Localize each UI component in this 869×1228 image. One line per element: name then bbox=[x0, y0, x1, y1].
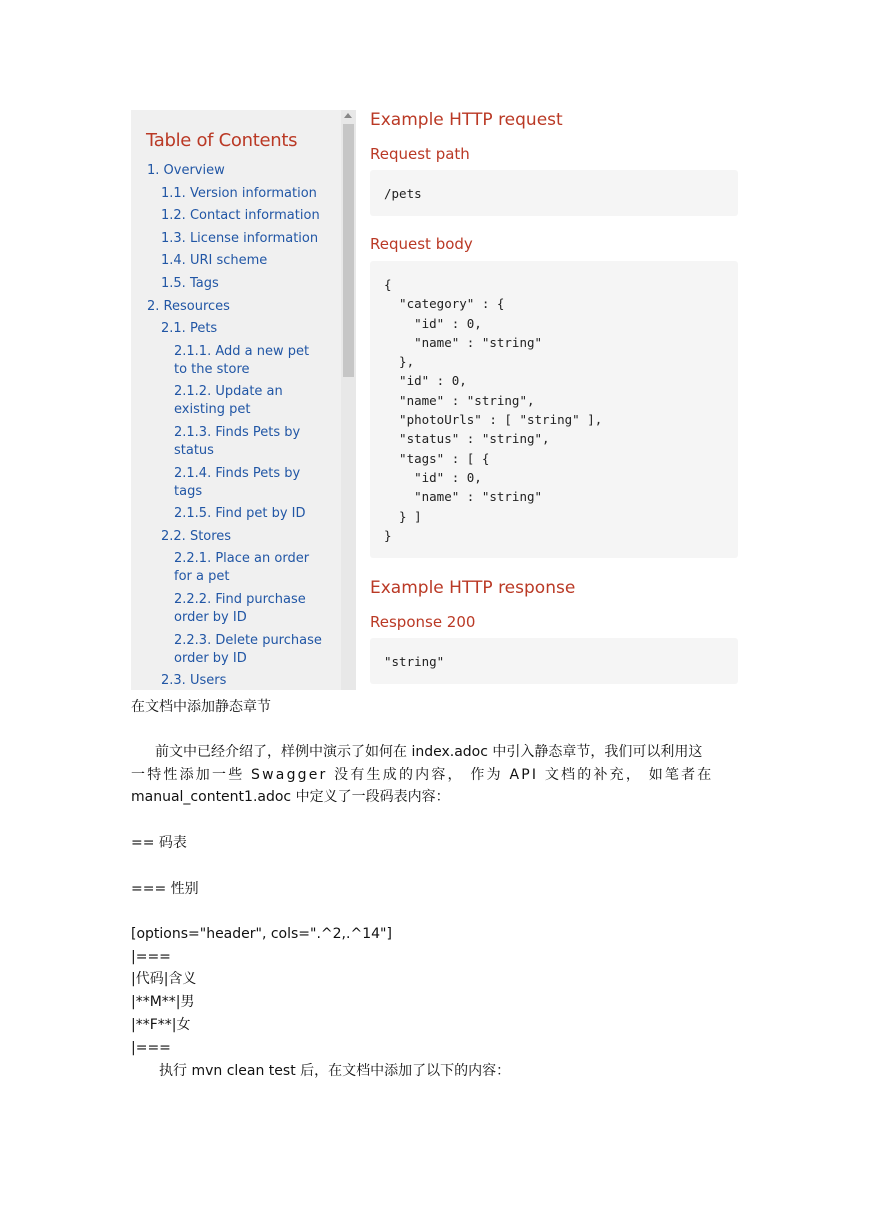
table-markup bbox=[131, 923, 392, 1059]
scroll-thumb[interactable] bbox=[343, 124, 354, 377]
table-line: |代码|含义 bbox=[131, 971, 197, 988]
response-200-code-text: "string" bbox=[384, 654, 445, 669]
toc-item[interactable]: 2. Resources bbox=[147, 298, 230, 314]
request-body-heading: Request body bbox=[370, 235, 473, 253]
table-line: |**F**|女 bbox=[131, 1016, 191, 1033]
response-200-heading: Response 200 bbox=[370, 613, 476, 631]
example-request-heading: Example HTTP request bbox=[370, 110, 563, 130]
toc-item[interactable]: 2.2.1. Place an order for a pet bbox=[174, 551, 310, 585]
toc-item[interactable]: 1.3. License information bbox=[161, 230, 319, 246]
response-200-code bbox=[370, 638, 738, 684]
paragraph-1-line-3: manual_content1.adoc 中定义了一段码表内容： bbox=[131, 789, 450, 806]
request-path-code bbox=[370, 170, 738, 216]
toc-item[interactable]: 2.1.5. Find pet by ID bbox=[174, 506, 306, 522]
paragraph-1-line-1: 前文中已经介绍了，样例中演示了如何在 index.adoc 中引入静态章节，我们可以利用这 bbox=[155, 744, 703, 760]
example-response-heading: Example HTTP response bbox=[370, 578, 576, 598]
toc-panel bbox=[131, 110, 356, 690]
toc-list bbox=[131, 162, 341, 690]
heading-level2-markup: == 码表 bbox=[131, 835, 187, 851]
embedded-screenshot bbox=[131, 110, 738, 690]
toc-item[interactable]: 1.5. Tags bbox=[161, 275, 219, 291]
paragraph-1-line-2: 一特性添加一些 Swagger 没有生成的内容， 作为 API 文档的补充， 如笔者在 bbox=[131, 766, 714, 783]
toc-item[interactable]: 1.2. Contact information bbox=[161, 208, 320, 224]
table-line: |**M**|男 bbox=[131, 994, 195, 1011]
caption: 在文档中添加静态章节 bbox=[131, 699, 271, 715]
table-line: |=== bbox=[131, 1039, 171, 1056]
toc-item[interactable]: 1.1. Version information bbox=[161, 185, 317, 201]
toc-item[interactable]: 2.1.1. Add a new pet to the store bbox=[174, 343, 310, 377]
heading-level3-markup: === 性别 bbox=[131, 881, 199, 897]
toc-title: Table of Contents bbox=[146, 130, 298, 151]
request-path-code-text: /pets bbox=[384, 186, 422, 201]
toc-item[interactable]: 2.1.3. Finds Pets by status bbox=[174, 424, 301, 458]
request-path-heading: Request path bbox=[370, 145, 470, 163]
request-body-code bbox=[370, 261, 738, 558]
toc-item[interactable]: 2.1.4. Finds Pets by tags bbox=[174, 465, 301, 499]
toc-item[interactable]: 1.4. URI scheme bbox=[161, 253, 268, 269]
toc-item[interactable]: 2.2. Stores bbox=[161, 528, 232, 544]
toc-item[interactable]: 2.3. Users bbox=[161, 673, 227, 689]
scroll-up-arrow-icon[interactable] bbox=[344, 113, 352, 118]
toc-item[interactable]: 2.2.2. Find purchase order by ID bbox=[174, 591, 306, 625]
table-line: |=== bbox=[131, 948, 171, 965]
request-body-code-text: { "category" : { "id" : 0, "name" : "string" }, "id" : 0, "name" : "string", "photoUrls" : [ "string" ], "status" : "string", "tags" : [ { "id" : 0, "name" : "string" } ] } bbox=[384, 277, 603, 543]
toc-item[interactable]: 2.2.3. Delete purchase order by ID bbox=[174, 632, 322, 666]
paragraph-1 bbox=[131, 741, 738, 809]
toc-item[interactable]: 2.1. Pets bbox=[161, 321, 218, 337]
toc-scrollbar[interactable] bbox=[341, 110, 356, 690]
options-line: [options="header", cols=".^2,.^14"] bbox=[131, 926, 392, 942]
toc-item[interactable]: 2.1.2. Update an existing pet bbox=[174, 384, 283, 418]
toc-item[interactable]: 1. Overview bbox=[147, 163, 225, 178]
paragraph-2: 执行 mvn clean test 后，在文档中添加了以下的内容： bbox=[159, 1063, 511, 1079]
